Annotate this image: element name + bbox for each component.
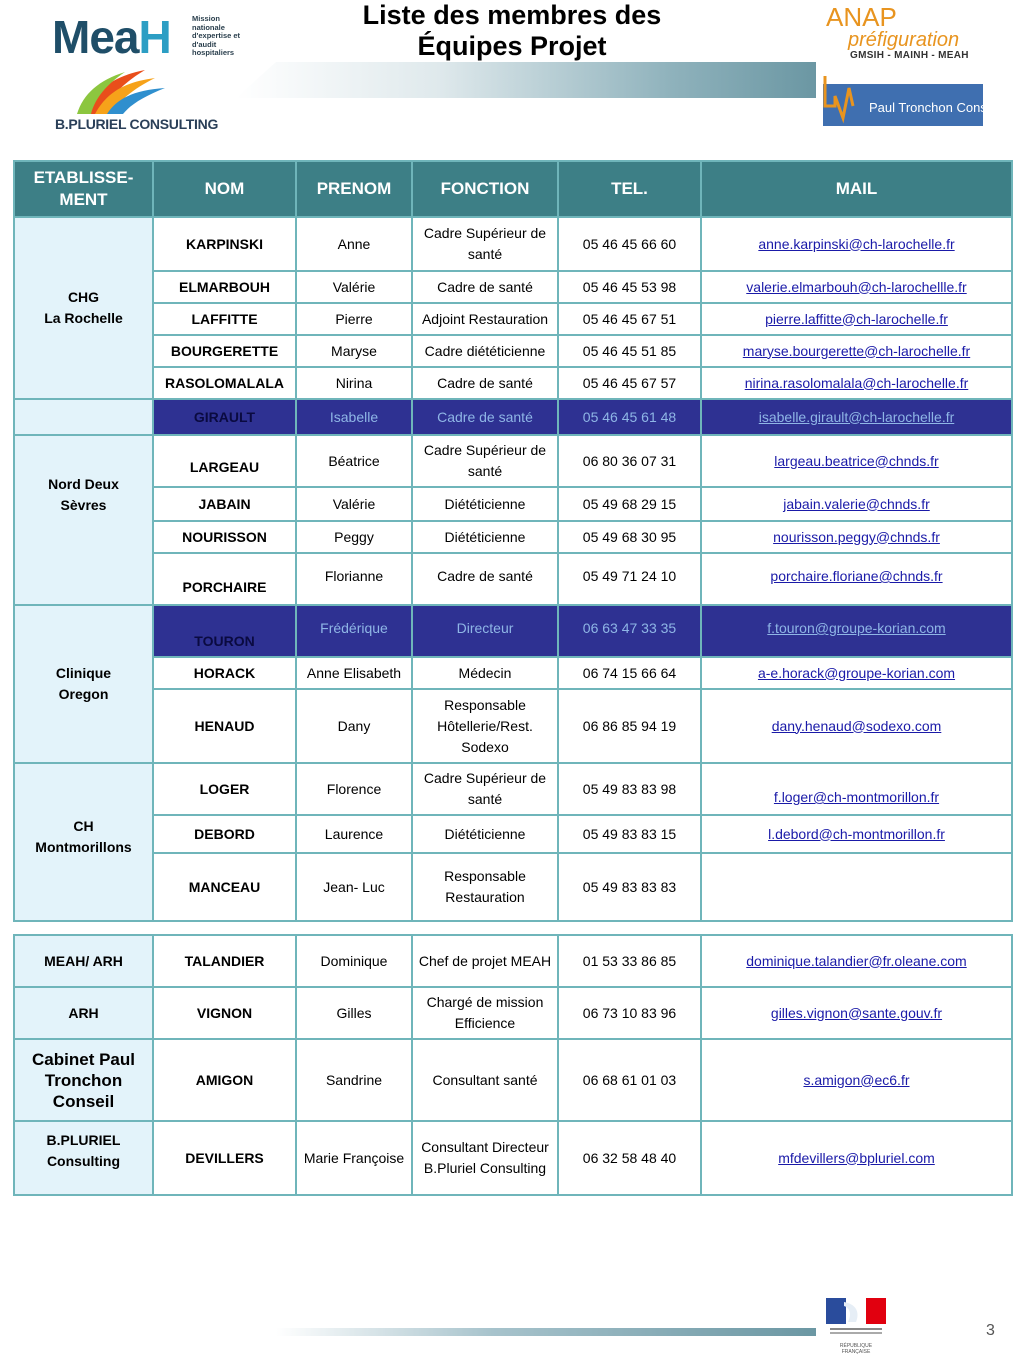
fonction-cell: Responsable Restauration	[412, 853, 558, 921]
mail-cell	[701, 657, 1012, 689]
tel-cell: 05 49 83 83 83	[558, 853, 701, 921]
mail-cell	[701, 435, 1012, 487]
prenom-cell: Valérie	[296, 271, 412, 303]
table-row-highlighted	[14, 399, 1012, 435]
tel-cell: 05 49 83 83 98	[558, 763, 701, 815]
mail-cell	[701, 853, 1012, 921]
nom-cell: NOURISSON	[153, 521, 296, 553]
title-decor-bar	[236, 62, 816, 98]
tel-cell: 05 49 68 30 95	[558, 521, 701, 553]
mail-link[interactable]: maryse.bourgerette@ch-larochelle.fr	[742, 342, 971, 359]
mail-link[interactable]: a-e.horack@groupe-korian.com	[757, 664, 956, 681]
fonction-cell: Cadre diététicienne	[412, 335, 558, 367]
table-row-highlighted	[14, 605, 1012, 657]
prenom-cell: Sandrine	[296, 1039, 412, 1121]
fonction-cell: Adjoint Restauration	[412, 303, 558, 335]
bpluriel-logo	[55, 68, 225, 136]
prenom-cell: Dominique	[296, 935, 412, 987]
table-row	[14, 435, 1012, 487]
col-header-mail: MAIL	[701, 161, 1012, 217]
etab-label: Conseil	[52, 1091, 115, 1111]
mail-link[interactable]: l.debord@ch-montmorillon.fr	[768, 825, 945, 842]
fonction-cell: Médecin	[412, 657, 558, 689]
prenom-cell: Béatrice	[296, 435, 412, 487]
mail-cell	[701, 1039, 1012, 1121]
mail-link[interactable]: f.loger@ch-montmorillon.fr	[773, 789, 940, 805]
table-row	[14, 335, 1012, 367]
mail-cell	[701, 271, 1012, 303]
nom-cell: JABAIN	[153, 487, 296, 521]
etab-label: CH	[73, 818, 94, 834]
mail-link[interactable]: valerie.elmarbouh@ch-larochellle.fr	[746, 278, 967, 295]
table-gap-row	[14, 921, 1012, 935]
nom-cell: GIRAULT	[153, 399, 296, 435]
etab-cell-tronchon	[14, 1039, 153, 1121]
etab-label: B.PLURIEL	[46, 1132, 121, 1148]
paul-tronchon-logo	[823, 66, 1000, 132]
fonction-cell: Cadre de santé	[412, 399, 558, 435]
mail-link[interactable]: largeau.beatrice@chnds.fr	[774, 452, 939, 469]
etab-label: Tronchon	[44, 1070, 123, 1090]
mail-cell	[701, 1121, 1012, 1195]
fonction-cell: Chef de projet MEAH	[412, 935, 558, 987]
fonction-cell: Diététicienne	[412, 815, 558, 853]
nom-cell: TOURON	[153, 605, 296, 657]
prenom-cell: Florianne	[296, 553, 412, 605]
prenom-cell: Maryse	[296, 335, 412, 367]
prenom-cell: Nirina	[296, 367, 412, 399]
etab-cell-nord-deux-sevres	[14, 435, 153, 605]
gap-cell	[14, 921, 1012, 935]
table-row	[14, 1121, 1012, 1195]
nom-cell: HENAUD	[153, 689, 296, 763]
nom-cell: AMIGON	[153, 1039, 296, 1121]
meah-logo-word: Mea	[52, 11, 139, 63]
bpluriel-logo-text: B.PLURIEL CONSULTING	[55, 116, 219, 132]
mail-link[interactable]: dany.henaud@sodexo.com	[771, 717, 942, 734]
mail-cell	[701, 521, 1012, 553]
meah-logo	[52, 12, 242, 62]
marianne-flag-icon	[826, 1298, 886, 1338]
mail-link[interactable]: mfdevillers@bpluriel.com	[778, 1149, 935, 1166]
tel-cell: 05 49 83 83 15	[558, 815, 701, 853]
mail-cell	[701, 815, 1012, 853]
table-row	[14, 367, 1012, 399]
table-row	[14, 1039, 1012, 1121]
prenom-cell: Peggy	[296, 521, 412, 553]
fonction-cell: Cadre Supérieur de santé	[412, 763, 558, 815]
table-row	[14, 521, 1012, 553]
prenom-cell: Pierre	[296, 303, 412, 335]
mail-cell	[701, 217, 1012, 271]
mail-link[interactable]: dominique.talandier@fr.oleane.com	[746, 952, 967, 969]
anap-logo-word: ANAP	[826, 2, 897, 32]
prenom-cell: Gilles	[296, 987, 412, 1039]
mail-cell	[701, 987, 1012, 1039]
prenom-cell: Dany	[296, 689, 412, 763]
table-row	[14, 657, 1012, 689]
etab-cell-montmorillon	[14, 763, 153, 921]
col-header-nom: NOM	[153, 161, 296, 217]
page-header	[0, 0, 1024, 150]
tel-cell: 05 46 45 67 51	[558, 303, 701, 335]
tel-cell: 06 86 85 94 19	[558, 689, 701, 763]
nom-cell: MANCEAU	[153, 853, 296, 921]
tel-cell: 05 49 71 24 10	[558, 553, 701, 605]
anap-logo-pref: préfiguration	[848, 29, 960, 51]
fonction-cell: Cadre de santé	[412, 367, 558, 399]
tel-cell: 06 32 58 48 40	[558, 1121, 701, 1195]
mail-cell	[701, 763, 1012, 815]
etab-label: Clinique	[55, 665, 112, 681]
mail-cell	[701, 689, 1012, 763]
page-title	[300, 0, 724, 62]
mail-link[interactable]: gilles.vignon@sante.gouv.fr	[770, 1004, 943, 1021]
page-number: 3	[986, 1322, 995, 1339]
prenom-cell: Laurence	[296, 815, 412, 853]
tel-cell: 05 46 45 53 98	[558, 271, 701, 303]
etab-label: Montmorillons	[35, 839, 132, 855]
tronchon-logo-text: Paul Tronchon Conseil	[869, 100, 1000, 115]
nom-cell: KARPINSKI	[153, 217, 296, 271]
etab-label: Sèvres	[60, 497, 107, 513]
fonction-cell: Responsable Hôtellerie/Rest. Sodexo	[412, 689, 558, 763]
title-line-2: Équipes Projet	[417, 31, 607, 61]
nom-cell: LARGEAU	[153, 435, 296, 487]
tel-cell: 05 46 45 67 57	[558, 367, 701, 399]
republique-text: RÉPUBLIQUE FRANÇAISE	[839, 1343, 873, 1355]
table-row	[14, 553, 1012, 605]
etab-cell-oregon	[14, 605, 153, 763]
prenom-cell: Valérie	[296, 487, 412, 521]
fonction-cell: Cadre de santé	[412, 553, 558, 605]
mail-cell	[701, 367, 1012, 399]
fonction-cell: Consultant santé	[412, 1039, 558, 1121]
tel-cell: 05 46 45 61 48	[558, 399, 701, 435]
etab-cell-bpluriel	[14, 1121, 153, 1195]
table-row	[14, 853, 1012, 921]
prenom-cell: Florence	[296, 763, 412, 815]
table-row	[14, 935, 1012, 987]
tel-cell: 05 46 45 51 85	[558, 335, 701, 367]
prenom-cell: Frédérique	[296, 605, 412, 657]
fonction-cell: Diététicienne	[412, 521, 558, 553]
mail-link[interactable]: porchaire.floriane@chnds.fr	[770, 568, 943, 584]
anap-logo	[826, 4, 996, 64]
etab-cell-arh: ARH	[14, 987, 153, 1039]
etab-cell-la-rochelle	[14, 217, 153, 399]
meah-logo-h: H	[138, 11, 171, 63]
prenom-cell: Jean- Luc	[296, 853, 412, 921]
etab-label: Oregon	[58, 686, 109, 702]
nom-cell: HORACK	[153, 657, 296, 689]
nom-cell: LOGER	[153, 763, 296, 815]
fonction-cell: Chargé de mission Efficience	[412, 987, 558, 1039]
tel-cell: 06 68 61 01 03	[558, 1039, 701, 1121]
mail-cell	[701, 487, 1012, 521]
table-row	[14, 987, 1012, 1039]
tel-cell: 05 46 45 66 60	[558, 217, 701, 271]
mail-cell	[701, 935, 1012, 987]
table-row	[14, 303, 1012, 335]
nom-cell: ELMARBOUH	[153, 271, 296, 303]
mail-link[interactable]: jabain.valerie@chnds.fr	[783, 495, 930, 512]
col-header-etablissement: ETABLISSE-MENT	[14, 161, 153, 217]
tel-cell: 05 49 68 29 15	[558, 487, 701, 521]
mail-cell	[701, 335, 1012, 367]
table-row	[14, 271, 1012, 303]
mail-link[interactable]: nirina.rasolomalala@ch-larochelle.fr	[744, 374, 969, 391]
nom-cell: BOURGERETTE	[153, 335, 296, 367]
republique-francaise-logo	[826, 1298, 886, 1354]
table-row	[14, 763, 1012, 815]
table-header-row	[14, 161, 1012, 217]
fonction-cell: Cadre de santé	[412, 271, 558, 303]
prenom-cell: Isabelle	[296, 399, 412, 435]
etab-cell-meah-arh: MEAH/ ARH	[14, 935, 153, 987]
nom-cell: LAFFITTE	[153, 303, 296, 335]
fonction-cell: Cadre Supérieur de santé	[412, 217, 558, 271]
mail-cell	[701, 303, 1012, 335]
fonction-cell: Consultant Directeur B.Pluriel Consulting	[412, 1121, 558, 1195]
mail-link[interactable]: s.amigon@ec6.fr	[803, 1071, 910, 1088]
footer-decor-bar	[276, 1328, 816, 1336]
mail-link[interactable]: nourisson.peggy@chnds.fr	[773, 528, 940, 545]
table-row	[14, 815, 1012, 853]
fonction-cell: Diététicienne	[412, 487, 558, 521]
fonction-cell: Cadre Supérieur de santé	[412, 435, 558, 487]
tel-cell: 06 73 10 83 96	[558, 987, 701, 1039]
col-header-prenom: PRENOM	[296, 161, 412, 217]
anap-logo-sub: GMSIH - MAINH - MEAH	[850, 50, 969, 61]
etab-label: Cabinet Paul	[32, 1049, 135, 1069]
mail-link[interactable]: anne.karpinski@ch-larochelle.fr	[758, 235, 955, 252]
nom-cell: PORCHAIRE	[153, 553, 296, 605]
mail-link[interactable]: f.touron@groupe-korian.com	[767, 620, 946, 636]
mail-cell	[701, 605, 1012, 657]
tel-cell: 01 53 33 86 85	[558, 935, 701, 987]
table-row	[14, 487, 1012, 521]
prenom-cell: Anne	[296, 217, 412, 271]
mail-link[interactable]: isabelle.girault@ch-larochelle.fr	[758, 408, 955, 425]
mail-link[interactable]: pierre.laffitte@ch-larochelle.fr	[765, 310, 948, 327]
col-header-tel: TEL.	[558, 161, 701, 217]
etab-label: CHG	[67, 289, 100, 305]
etab-label: Nord Deux	[48, 476, 119, 492]
nom-cell: DEBORD	[153, 815, 296, 853]
prenom-cell: Anne Elisabeth	[296, 657, 412, 689]
etab-label: La Rochelle	[44, 310, 123, 326]
etab-label: Consulting	[46, 1153, 121, 1169]
prenom-cell: Marie Françoise	[296, 1121, 412, 1195]
etab-cell-empty	[14, 399, 153, 435]
mail-cell	[701, 399, 1012, 435]
members-table	[13, 160, 1013, 1196]
title-line-1: Liste des membres des	[362, 0, 662, 30]
bpluriel-swoosh-icon	[55, 68, 175, 116]
col-header-fonction: FONCTION	[412, 161, 558, 217]
nom-cell: DEVILLERS	[153, 1121, 296, 1195]
tel-cell: 06 63 47 33 35	[558, 605, 701, 657]
fonction-cell: Directeur	[412, 605, 558, 657]
meah-logo-subtitle: Mission nationale d'expertise et d'audit hospitaliers	[192, 14, 241, 57]
nom-cell: RASOLOMALALA	[153, 367, 296, 399]
tel-cell: 06 80 36 07 31	[558, 435, 701, 487]
nom-cell: TALANDIER	[153, 935, 296, 987]
mail-cell	[701, 553, 1012, 605]
tel-cell: 06 74 15 66 64	[558, 657, 701, 689]
table-row	[14, 689, 1012, 763]
table-row	[14, 217, 1012, 271]
nom-cell: VIGNON	[153, 987, 296, 1039]
